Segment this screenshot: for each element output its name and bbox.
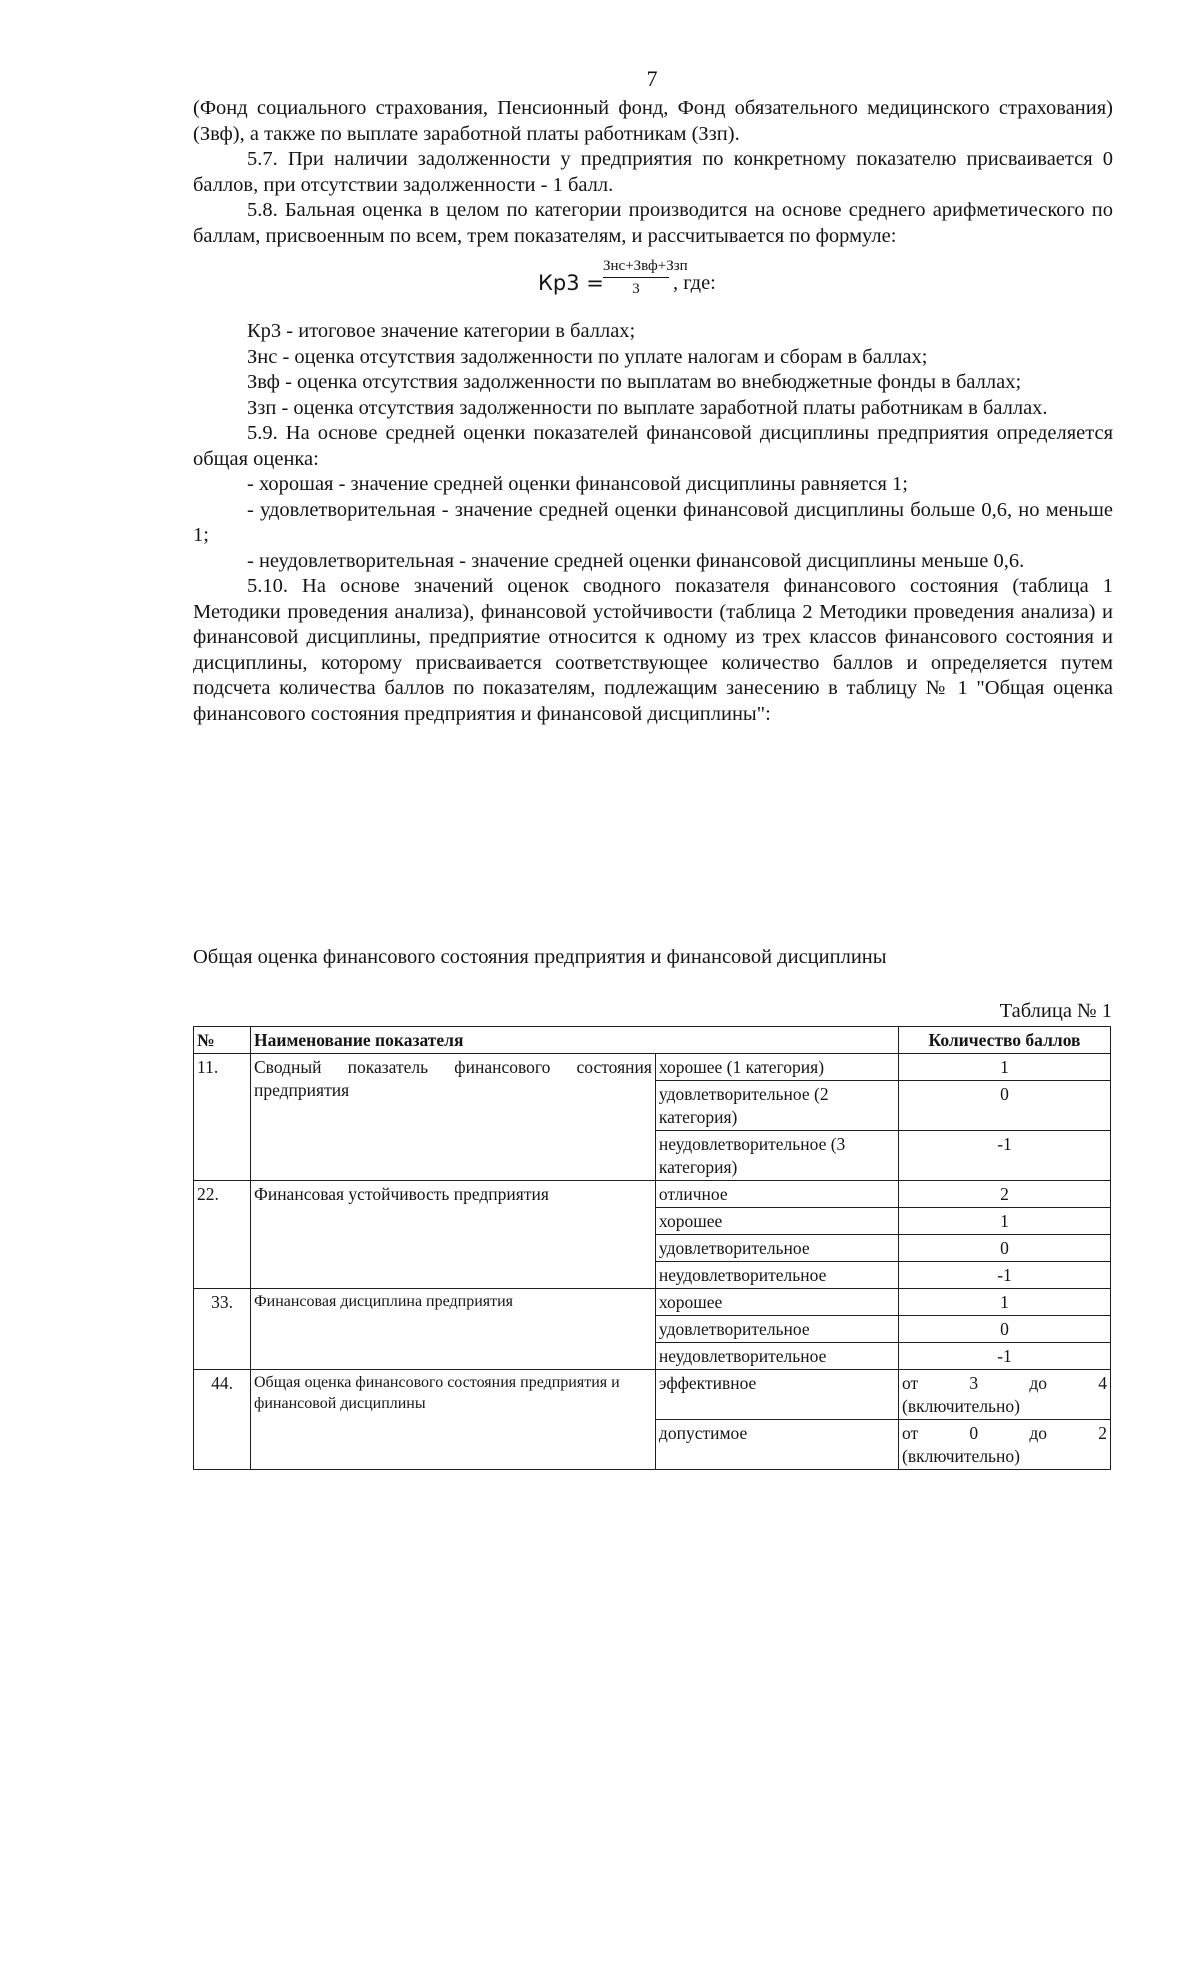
points-cell: 0	[899, 1316, 1111, 1343]
points-range-cell	[899, 1370, 1111, 1420]
formula-denominator: 3	[632, 281, 640, 297]
range-to: до	[1029, 1373, 1048, 1393]
range-b: 4	[1098, 1373, 1107, 1393]
points-cell: 0	[899, 1081, 1111, 1131]
points-cell: 0	[899, 1235, 1111, 1262]
formula-numerator: Знс+Звф+Ззп	[603, 257, 669, 278]
points-cell: -1	[899, 1131, 1111, 1181]
grade-cell: отличное	[655, 1181, 898, 1208]
points-range	[902, 1372, 1107, 1395]
table-row	[194, 1289, 1111, 1316]
range-from: от	[902, 1423, 919, 1443]
bullet-unsatisfactory: - неудовлетворительная - значение средней оценки финансовой дисциплины меньше 0,6.	[247, 549, 1025, 572]
grade-cell: неудовлетворительное	[655, 1343, 898, 1370]
assessment-table	[193, 1026, 1111, 1470]
formula	[193, 257, 1113, 313]
paragraph-5-9: 5.9. На основе средней оценки показателей финансовой дисциплины предприятия определяется общая оценка:	[193, 422, 1113, 470]
paragraph-5-8: 5.8. Бальная оценка в целом по категории производится на основе среднего арифметического по баллам, присвоенным по всем, трем показателям, и рассчитывается по формуле:	[193, 199, 1113, 247]
definition-zzp: Ззп - оценка отсутствия задолженности по выплате заработной платы работникам в баллах.	[247, 396, 1048, 419]
paragraph-5-10: 5.10. На основе значений оценок сводного показателя финансового состояния (таблица 1 Методики проведения анализа), финансовой устойчивости (таблица 2 Методики проведения анализа) и финансовой дисциплины, предприятие относится к одному из трех классов финансового состояния и дисциплины, которому присваивается соответствующее количество баллов и определяется путем подсчета количества баллов по показателям, подлежащим занесению в таблицу № 1 "Общая оценка финансового состояния предприятия и финансовой дисциплины":	[193, 575, 1113, 725]
range-to: до	[1029, 1423, 1048, 1443]
table-row	[194, 1181, 1111, 1208]
formula-lhs: Кр3 =	[538, 271, 604, 295]
range-b: 2	[1098, 1423, 1107, 1443]
page-number: 7	[646, 66, 658, 91]
header-points: Количество баллов	[899, 1027, 1111, 1054]
table-header-row	[194, 1027, 1111, 1054]
header-number: №	[194, 1027, 251, 1054]
grade-cell: удовлетворительное	[655, 1235, 898, 1262]
range-note: (включительно)	[902, 1446, 1020, 1466]
table-row	[194, 1054, 1111, 1081]
bullet-good: - хорошая - значение средней оценки финансовой дисциплины равняется 1;	[247, 473, 908, 495]
grade-cell: допустимое	[655, 1420, 898, 1470]
definition-zvf: Звф - оценка отсутствия задолженности по выплатам во внебюджетные фонды в баллах;	[247, 371, 1022, 393]
definition-kr3: Кр3 - итоговое значение категории в баллах;	[247, 320, 636, 342]
document-body	[193, 96, 1113, 727]
grade-cell: неудовлетворительное (3 категория)	[655, 1131, 898, 1181]
grade-cell: неудовлетворительное	[655, 1262, 898, 1289]
paragraph-intro: (Фонд социального страхования, Пенсионный фонд, Фонд обязательного медицинского страхования) (Звф), а также по выплате заработной платы работникам (Ззп).	[193, 97, 1113, 145]
points-range	[902, 1422, 1107, 1445]
row-indicator-name: Общая оценка финансового состояния предприятия и финансовой дисциплины	[251, 1370, 656, 1470]
points-cell: -1	[899, 1262, 1111, 1289]
range-note: (включительно)	[902, 1396, 1020, 1416]
points-range-cell	[899, 1420, 1111, 1470]
row-number: 22.	[194, 1181, 251, 1289]
points-cell: 2	[899, 1181, 1111, 1208]
bullet-satisfactory: - удовлетворительная - значение средней оценки финансовой дисциплины больше 0,6, но меньше 1;	[193, 498, 1113, 546]
header-indicator-name: Наименование показателя	[251, 1027, 899, 1054]
points-cell: 1	[899, 1054, 1111, 1081]
points-cell: 1	[899, 1208, 1111, 1235]
row-indicator-name: Финансовая устойчивость предприятия	[251, 1181, 656, 1289]
row-indicator-name: Сводный показатель финансового состояния предприятия	[251, 1054, 656, 1181]
formula-fraction	[603, 257, 688, 298]
range-from: от	[902, 1373, 919, 1393]
row-number: 33.	[194, 1289, 251, 1370]
grade-cell: хорошее (1 категория)	[655, 1054, 898, 1081]
grade-cell: удовлетворительное (2 категория)	[655, 1081, 898, 1131]
grade-cell: хорошее	[655, 1289, 898, 1316]
grade-cell: удовлетворительное	[655, 1316, 898, 1343]
grade-cell: эффективное	[655, 1370, 898, 1420]
row-indicator-name: Финансовая дисциплина предприятия	[251, 1289, 656, 1370]
paragraph-5-7: 5.7. При наличии задолженности у предприятия по конкретному показателю присваивается 0 баллов, при отсутствии задолженности - 1 балл.	[193, 148, 1113, 196]
range-a: 3	[969, 1373, 979, 1393]
row-number: 11.	[194, 1054, 251, 1181]
range-a: 0	[969, 1423, 979, 1443]
points-cell: -1	[899, 1343, 1111, 1370]
grade-cell: хорошее	[655, 1208, 898, 1235]
formula-suffix: , где:	[673, 272, 716, 294]
table-row	[194, 1370, 1111, 1420]
points-cell: 1	[899, 1289, 1111, 1316]
table-number: Таблица № 1	[999, 1000, 1112, 1022]
table-caption: Общая оценка финансового состояния предприятия и финансовой дисциплины	[193, 946, 887, 968]
row-number: 44.	[194, 1370, 251, 1470]
definition-znc: Знс - оценка отсутствия задолженности по уплате налогам и сборам в баллах;	[247, 345, 928, 368]
